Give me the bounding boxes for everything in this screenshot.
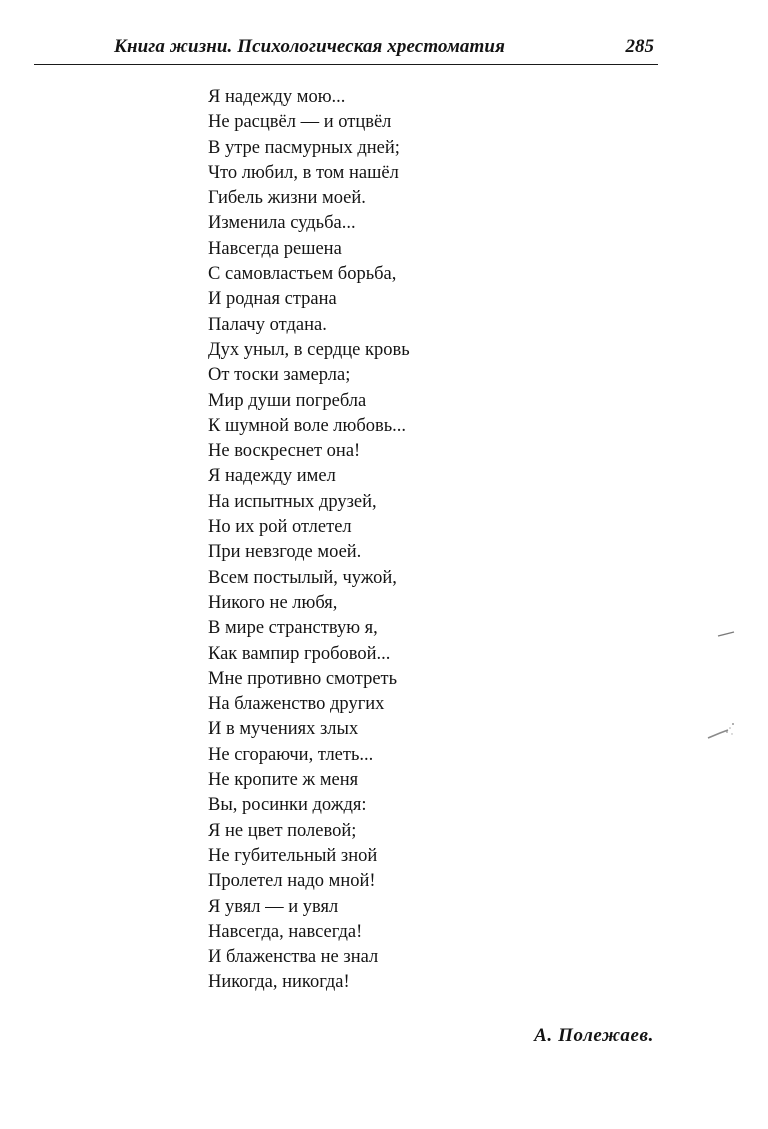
poem-line: Дух уныл, в сердце кровь — [208, 339, 410, 360]
poem-line: Мир души погребла — [208, 390, 367, 411]
poem-line: На испытных друзей, — [208, 491, 377, 512]
poem-line: Но их рой отлетел — [208, 517, 352, 538]
poem-line: Пролетел надо мной! — [208, 871, 376, 892]
poem-line: Не кропите ж меня — [208, 770, 359, 791]
poem-line: И в мучениях злых — [208, 719, 359, 740]
poem-line: С самовластьем борьба, — [208, 264, 397, 285]
author-signature: А. Полежаев. — [534, 1025, 654, 1046]
poem-line: К шумной воле любовь... — [208, 415, 407, 436]
poem-line: И родная страна — [208, 289, 337, 310]
poem-line: Палачу отдана. — [208, 314, 327, 335]
poem-line: Гибель жизни моей. — [208, 188, 366, 209]
poem-line: Как вампир гробовой... — [208, 643, 391, 664]
poem-body — [208, 85, 410, 996]
header-rule — [34, 64, 658, 65]
scan-artifact — [700, 620, 760, 740]
poem-line: Я не цвет полевой; — [208, 820, 357, 841]
poem-line: Вы, росинки дождя: — [208, 795, 367, 816]
poem-line: В мире странствую я, — [208, 618, 378, 639]
poem-line: При невзгоде моей. — [208, 542, 362, 563]
poem-line: Я надежду имел — [208, 466, 336, 487]
poem-line: Я увял — и увял — [208, 896, 339, 917]
poem-line: Навсегда решена — [208, 238, 342, 259]
poem-line: И блаженства не знал — [208, 947, 379, 968]
poem-line: Никогда, никогда! — [208, 972, 350, 993]
poem-line: Что любил, в том нашёл — [208, 162, 399, 183]
poem-line: От тоски замерла; — [208, 365, 351, 386]
poem-line: Не воскреснет она! — [208, 441, 361, 462]
running-title: Книга жизни. Психологическая хрестоматия — [114, 36, 505, 57]
poem-line: В утре пасмурных дней; — [208, 137, 400, 158]
poem-line: Не сгораючи, тлеть... — [208, 744, 374, 765]
poem-line: Я надежду мою... — [208, 87, 346, 107]
poem-line: Всем постылый, чужой, — [208, 567, 397, 588]
poem-line: Мне противно смотреть — [208, 668, 398, 689]
poem-line: Изменила судьба... — [208, 213, 356, 234]
page-number: 285 — [625, 36, 654, 57]
poem-line: Не губительный зной — [208, 845, 378, 866]
poem-line: На блаженство других — [208, 694, 385, 715]
poem-line: Никого не любя, — [208, 592, 338, 613]
page-header — [34, 34, 658, 64]
poem-line: Навсегда, навсегда! — [208, 921, 363, 942]
poem-line: Не расцвёл — и отцвёл — [208, 112, 392, 133]
